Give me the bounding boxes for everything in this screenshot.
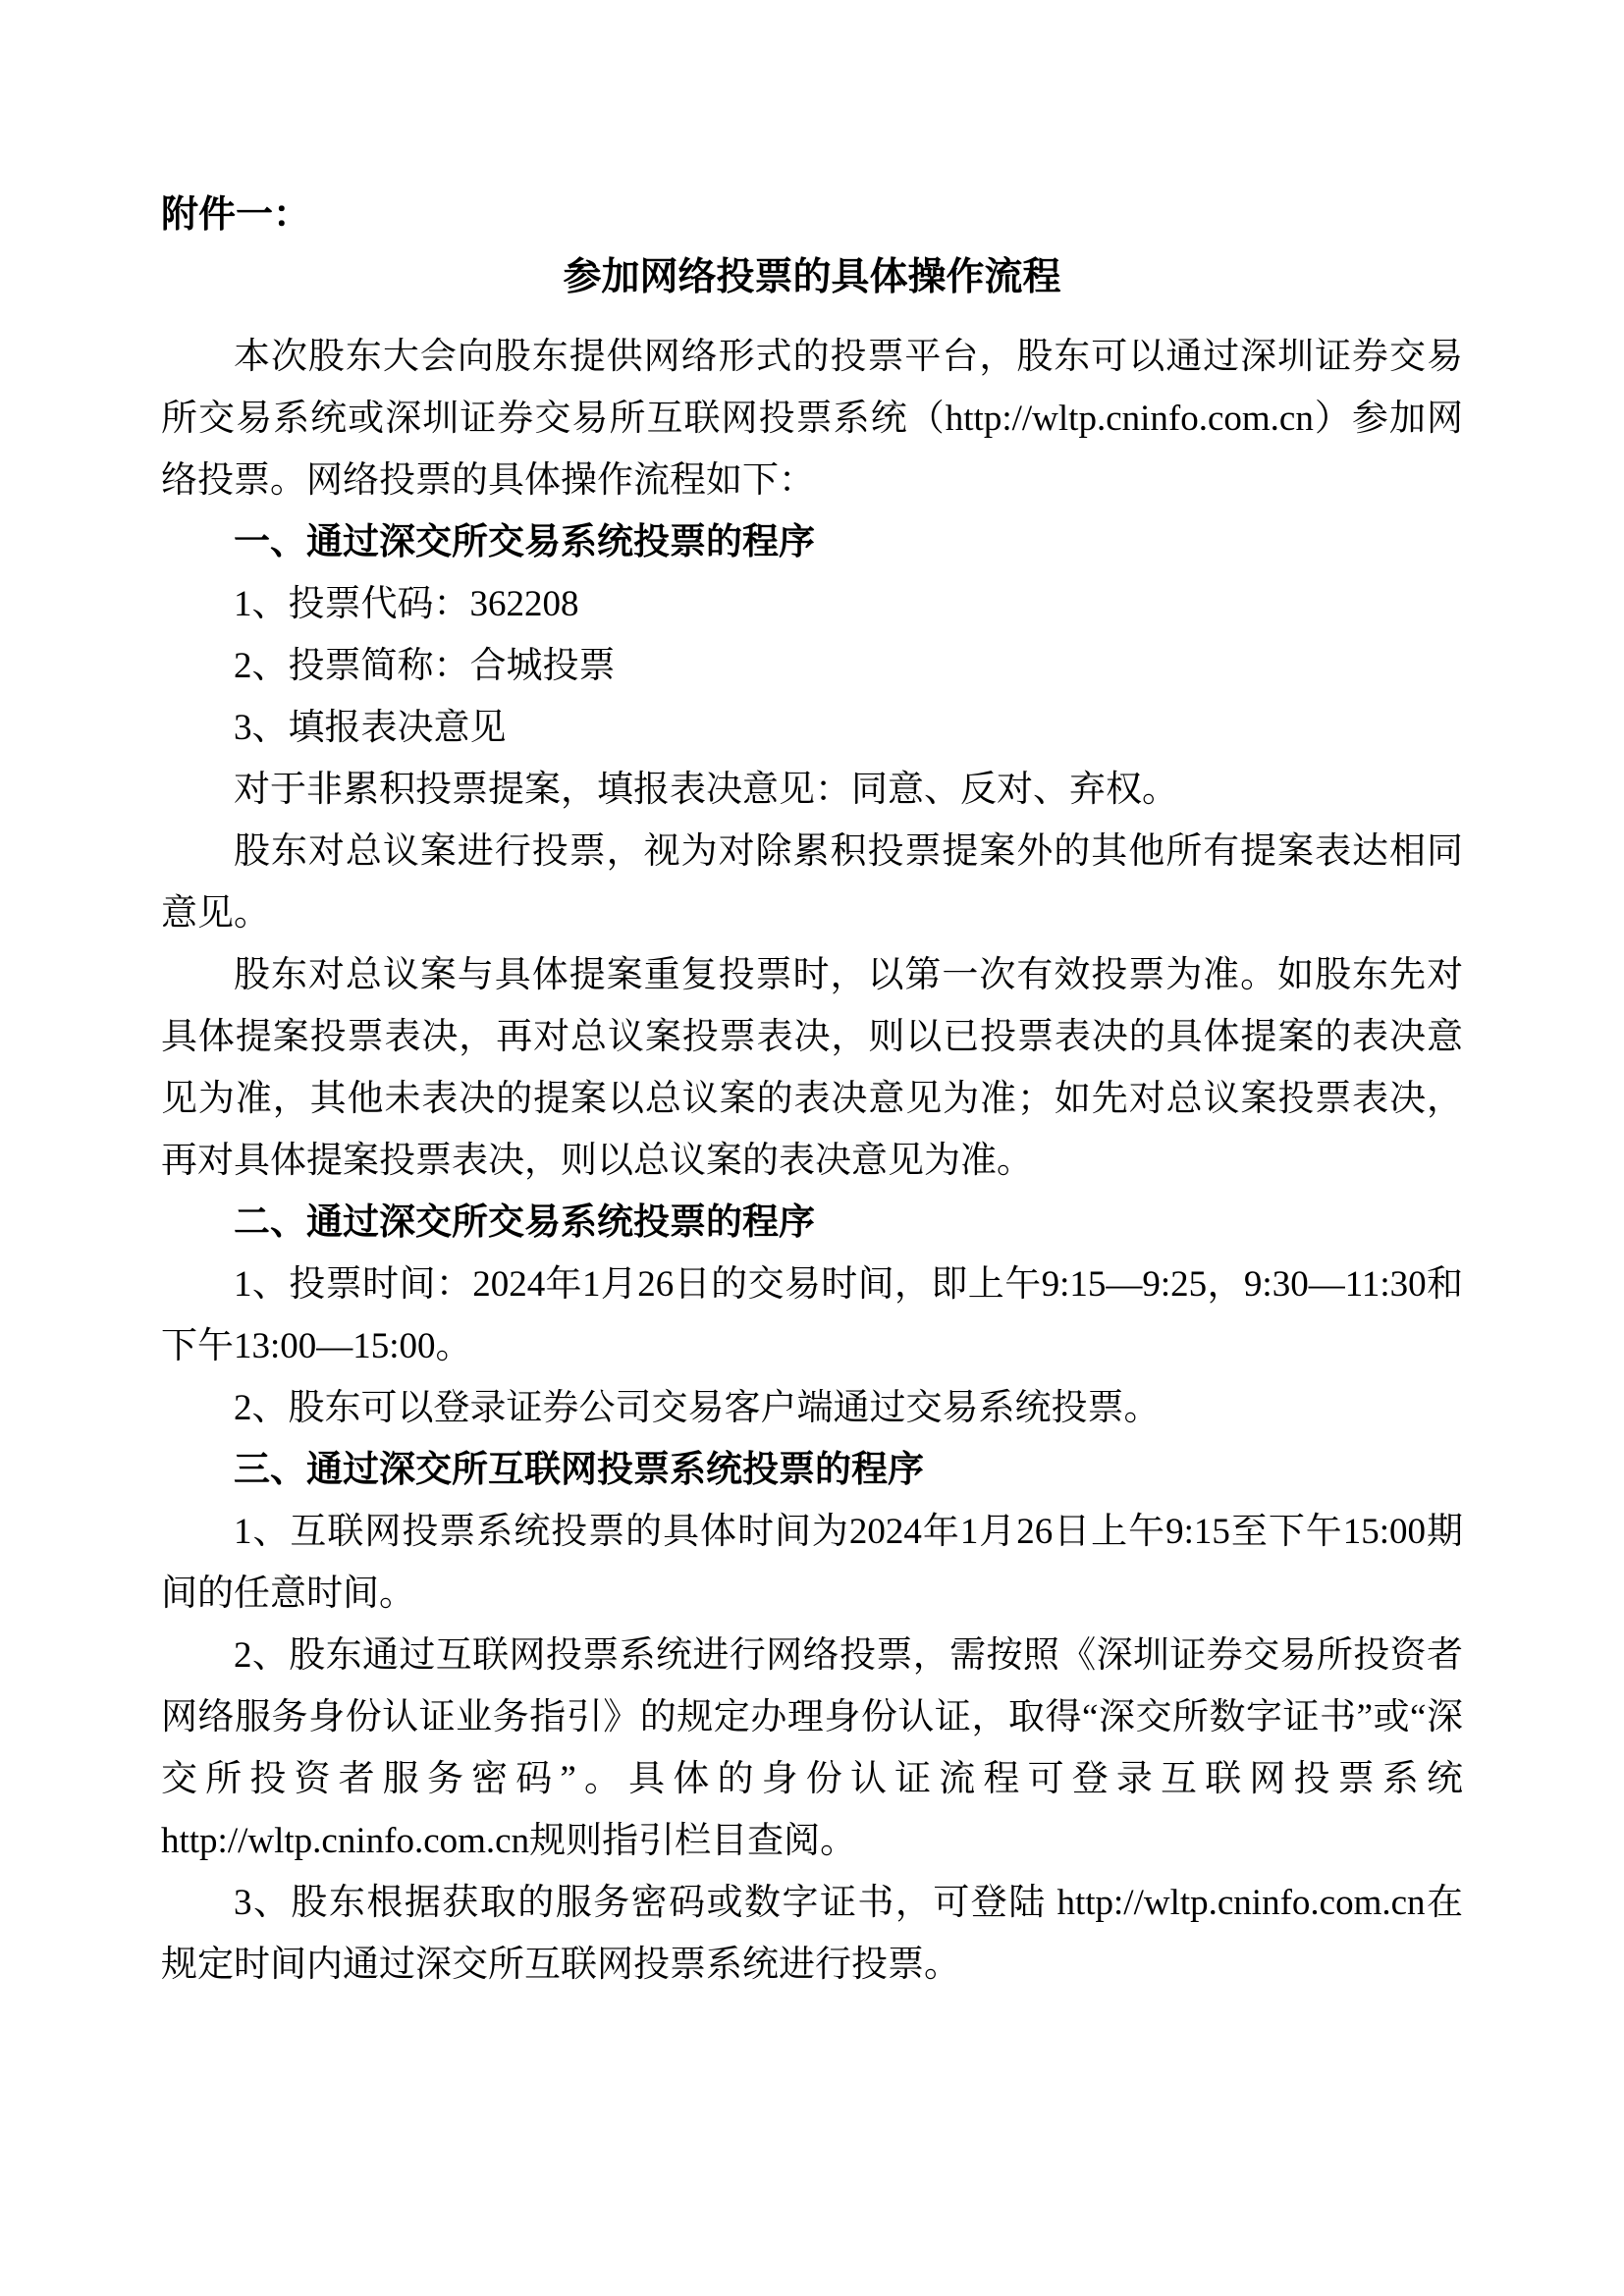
intro-paragraph: 本次股东大会向股东提供网络形式的投票平台，股东可以通过深圳证券交易所交易系统或深圳证券交易所互联网投票系统（http://wltp.cninfo.com.cn）参加网络投票。网络投票的具体操作流程如下： [161,337,1463,501]
section2-heading: 二、通过深交所交易系统投票的程序 [234,1202,815,1243]
section2-paragraph-2: 2、股东可以登录证券公司交易客户端通过交易系统投票。 [234,1388,1161,1428]
section3-paragraph-1: 1、互联网投票系统投票的具体时间为2024年1月26日上午9:15至下午15:00期间的任意时间。 [161,1512,1463,1614]
section1-paragraph-1: 对于非累积投票提案，填报表决意见：同意、反对、弃权。 [234,770,1178,810]
section1-paragraph-2: 股东对总议案进行投票，视为对除累积投票提案外的其他所有提案表达相同意见。 [161,831,1463,934]
vote-opinion-item: 3、填报表决意见 [234,708,507,748]
section2-paragraph-1: 1、投票时间：2024年1月26日的交易时间，即上午9:15—9:25，9:30—11:30和下午13:00—15:00。 [161,1264,1463,1366]
page-title: 参加网络投票的具体操作流程 [563,256,1061,298]
document-body [161,326,1463,1996]
section3-paragraph-2: 2、股东通过互联网投票系统进行网络投票，需按照《深圳证券交易所投资者网络服务身份认证业务指引》的规定办理身份认证，取得“深交所数字证书”或“深交所投资者服务密码”。具体的身份认证流程可登录互联网投票系统http://wltp.cninfo.com.cn规则指引栏目查阅。 [161,1635,1463,1861]
section3-heading: 三、通过深交所互联网投票系统投票的程序 [234,1450,924,1490]
section1-heading: 一、通过深交所交易系统投票的程序 [234,522,815,562]
section3-paragraph-3: 3、股东根据获取的服务密码或数字证书，可登陆 http://wltp.cninfo.com.cn在规定时间内通过深交所互联网投票系统进行投票。 [161,1883,1463,1985]
section1-paragraph-3: 股东对总议案与具体提案重复投票时，以第一次有效投票为准。如股东先对具体提案投票表决，再对总议案投票表决，则以已投票表决的具体提案的表决意见为准，其他未表决的提案以总议案的表决意见为准；如先对总议案投票表决，再对具体提案投票表决，则以总议案的表决意见为准。 [161,955,1463,1181]
vote-shortname-item: 2、投票简称：合城投票 [234,646,616,686]
attachment-label: 附件一： [161,194,311,236]
vote-code-item: 1、投票代码：362208 [234,584,579,624]
